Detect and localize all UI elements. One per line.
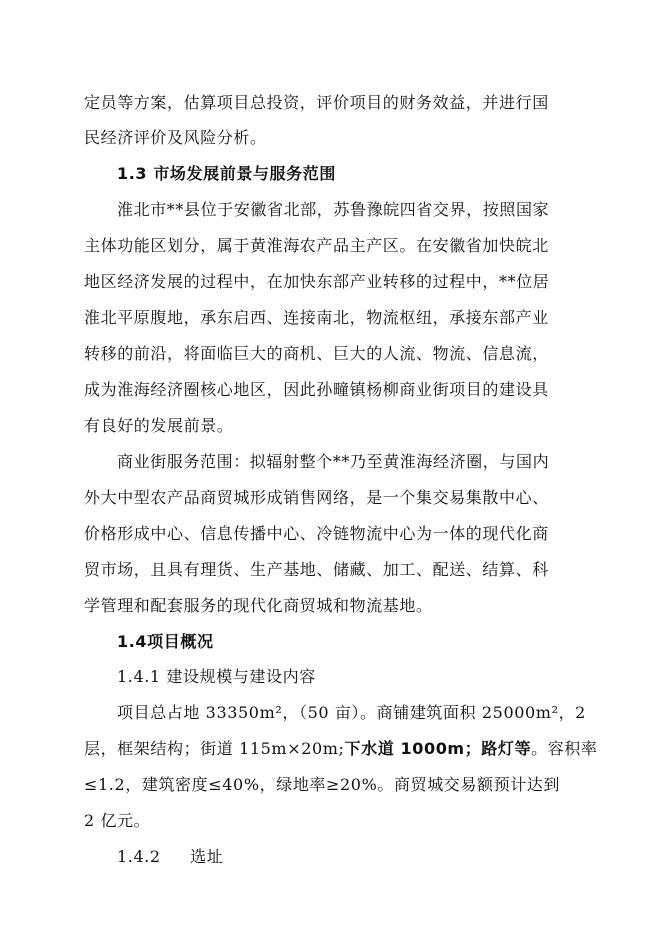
paragraph-line: 转移的前沿，将面临巨大的商机、巨大的人流、物流、信息流， [84, 344, 549, 363]
section-title: 市场发展前景与服务范围 [153, 164, 336, 183]
subsection-heading-1-4-1: 1.4.1 建设规模与建设内容 [117, 667, 316, 686]
paragraph-line: 2 亿元。 [84, 811, 151, 830]
section-number: 1.3 [117, 164, 148, 183]
paragraph-line: 主体功能区划分，属于黄淮海农产品主产区。在安徽省加快皖北 [84, 236, 549, 255]
subsection-title: 选址 [190, 847, 224, 866]
section-heading-1-3 [117, 164, 336, 184]
paragraph-line: 贸市场，且具有理货、生产基地、储藏、加工、配送、结算、科 [84, 560, 549, 579]
line-segment-bold: 下水道 1000m；路灯等 [344, 739, 532, 758]
paragraph-line: 项目总占地 33350m²，（50 亩）。商铺建筑面积 25000m²，2 [117, 703, 586, 722]
paragraph-line: 民经济评价及风险分析。 [84, 128, 267, 147]
paragraph-line: ≤1.2，建筑密度≤40%，绿地率≥20%。商贸城交易额预计达到 [84, 775, 560, 794]
paragraph-line: 有良好的发展前景。 [84, 416, 234, 435]
line-segment: 。容积率 [531, 739, 598, 758]
paragraph-line-mixed [84, 739, 598, 759]
paragraph-line: 地区经济发展的过程中，在加快东部产业转移的过程中，**位居 [84, 272, 550, 291]
paragraph-line: 商业街服务范围：拟辐射整个**乃至黄淮海经济圈，与国内 [117, 452, 550, 471]
section-number: 1.4 [117, 632, 148, 651]
line-segment: 层，框架结构；街道 115m×20m; [84, 739, 345, 758]
paragraph-line: 外大中型农产品商贸城形成销售网络，是一个集交易集散中心、 [84, 488, 549, 507]
paragraph-line: 价格形成中心、信息传播中心、冷链物流中心为一体的现代化商 [84, 524, 549, 543]
subsection-number: 1.4.2 [117, 847, 161, 866]
section-heading-1-4 [117, 632, 214, 652]
paragraph-line: 淮北平原腹地，承东启西、连接南北，物流枢纽，承接东部产业 [84, 308, 549, 327]
paragraph-line: 成为淮海经济圈核心地区，因此孙疃镇杨柳商业街项目的建设具 [84, 380, 549, 399]
paragraph-line: 淮北市**县位于安徽省北部，苏鲁豫皖四省交界，按照国家 [117, 200, 550, 219]
paragraph-line: 学管理和配套服务的现代化商贸城和物流基地。 [84, 596, 433, 615]
section-title: 项目概况 [147, 632, 214, 651]
paragraph-line: 定员等方案，估算项目总投资，评价项目的财务效益，并进行国 [84, 93, 549, 112]
subsection-heading-1-4-2 [117, 847, 223, 867]
